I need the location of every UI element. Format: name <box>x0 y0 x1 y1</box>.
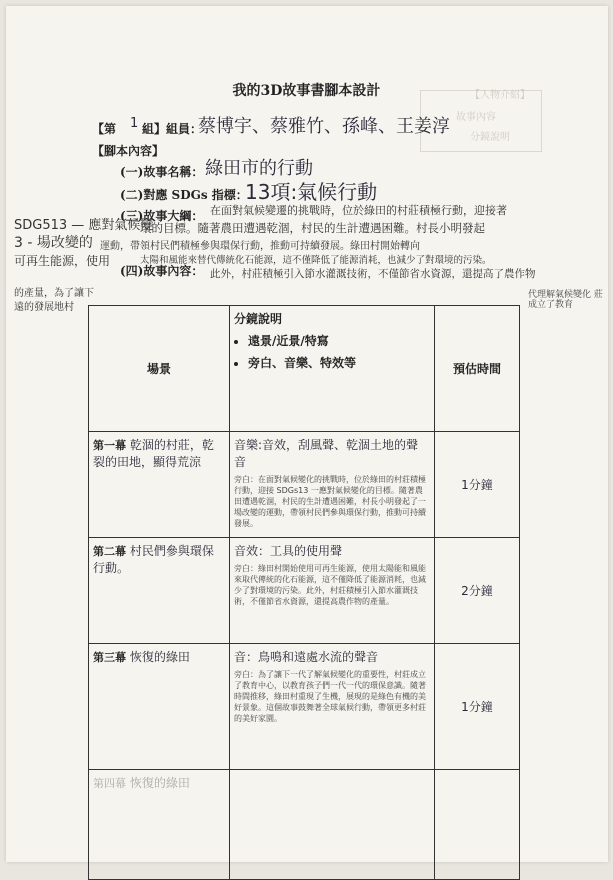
group-label-suffix: 組】組員： <box>142 122 203 136</box>
shot-cell <box>230 432 435 538</box>
header-time: 預估時間 <box>435 306 520 432</box>
shot-cell <box>230 644 435 770</box>
shot-note: 旁白：在面對氣候變化的挑戰時，位於綠田的村莊積極行動，迎接 SDGs13 一應對氣候變化的目標。隨著農田遭遇乾涸，村民的生計遭遇困難，村長小明發起了一場改變的運動，帶領村民們參與環保行動，推動可持續發展。 <box>234 475 426 528</box>
ghost-text: 故事內容 <box>456 112 496 123</box>
outline-label: (三)故事大綱： <box>120 209 204 223</box>
ghost-text: 【人物介紹】 <box>470 90 530 101</box>
storyboard-table <box>88 305 520 880</box>
shot-main: 音：鳥鳴和遠處水流的聲音 <box>234 650 379 664</box>
table-header-row <box>89 306 520 432</box>
shot-cell <box>230 538 435 644</box>
time-cell: 2分鐘 <box>435 538 520 644</box>
content-text: 此外，村莊積極引入節水灌溉技術，不僅節省水資源，還提高了農作物 <box>210 268 536 280</box>
header-shots-title: 分鏡說明 <box>234 312 283 326</box>
table-row <box>89 432 520 538</box>
section-label: 【腳本內容】 <box>92 144 165 158</box>
shot-note: 旁白：為了讓下一代了解氣候變化的重要性，村莊成立了教育中心，以教育孩子們一代一代的環保意識。隨著時間推移，綠田村重現了生機，展現的是綠色有機的美好景象。這個故事鼓舞著全球氣候行動，帶領更多村莊的美好家園。 <box>234 670 426 723</box>
scene-text: 恢復的綠田 <box>129 650 190 664</box>
margin-note: 3 - 場改變的 <box>14 235 93 251</box>
outline-text: 環的目標。隨著農田遭遇乾涸，村民的生計遭遇困難。村長小明發起 <box>140 221 485 235</box>
right-note: 代理解氣候變化 莊成立了教育 <box>528 290 603 310</box>
outline-text: 運動，帶領村民們積極參與環保行動，推動可持續發展。綠田村開始轉向 <box>100 241 420 252</box>
shot-note: 旁白：綠田村開始使用可再生能源，使用太陽能和風能來取代傳統的化石能源，這不僅降低了能源消耗，也減少了對環境的污染。此外，村莊積極引入節水灌溉技術，不僅節省水資源，還提高農作物的產量。 <box>234 564 426 606</box>
shot-cell <box>230 770 435 880</box>
sdgs-label: (二)對應 SDGs 指標： <box>120 188 248 202</box>
document-title: 我的3D故事書腳本設計 <box>232 83 381 99</box>
margin-note: SDG513 — 應對氣候變 <box>14 218 154 233</box>
scene-cell <box>89 770 230 880</box>
table-row <box>89 770 520 880</box>
row-label: 第四幕 <box>93 777 126 790</box>
group-label-prefix: 【第 <box>92 122 117 136</box>
group-number: 1 <box>130 116 139 131</box>
row-label: 第二幕 <box>93 545 126 558</box>
table-row <box>89 538 520 644</box>
scene-cell <box>89 432 230 538</box>
content-label: (四)故事內容： <box>120 264 204 278</box>
group-members: 蔡博宇、蔡雅竹、孫峰、王姜淳 <box>198 116 450 137</box>
header-shots-item: • 遠景/近景/特寫 <box>248 332 430 349</box>
margin-note: 可再生能源，使用 <box>14 254 111 268</box>
margin-note: 遠的發展地村 <box>14 302 74 313</box>
row-label: 第三幕 <box>93 651 126 664</box>
shot-main: 音樂:音效，刮風聲、乾涸土地的聲音 <box>234 438 419 469</box>
header-shots <box>230 306 435 432</box>
scene-text: 恢復的綠田 <box>129 776 190 790</box>
sdgs-value: 13項:氣候行動 <box>245 180 378 204</box>
story-name: 綠田市的行動 <box>205 158 313 179</box>
row-label: 第一幕 <box>93 439 126 452</box>
margin-note: 的產量，為了讓下 <box>14 288 94 299</box>
shot-main: 音效：工具的使用聲 <box>234 544 343 558</box>
outline-text: 太陽和風能來替代傳統化石能源，這不僅降低了能源消耗，也減少了對環境的污染。 <box>140 255 492 266</box>
story-name-label: (一)故事名稱： <box>120 165 204 179</box>
header-scene: 場景 <box>89 306 230 432</box>
header-shots-list <box>234 332 430 371</box>
time-cell <box>435 770 520 880</box>
ghost-text: 分鏡說明 <box>470 132 510 143</box>
time-cell: 1分鐘 <box>435 432 520 538</box>
header-shots-item: • 旁白、音樂、特效等 <box>248 354 430 371</box>
time-cell: 1分鐘 <box>435 644 520 770</box>
scene-text: 村民們參與環保行動。 <box>93 544 214 575</box>
scene-cell <box>89 644 230 770</box>
scene-cell <box>89 538 230 644</box>
outline-text: 在面對氣候變遷的挑戰時，位於綠田的村莊積極行動，迎接著 <box>210 204 507 217</box>
scene-text: 乾涸的村莊，乾裂的田地，顯得荒涼 <box>93 438 214 469</box>
table-row <box>89 644 520 770</box>
